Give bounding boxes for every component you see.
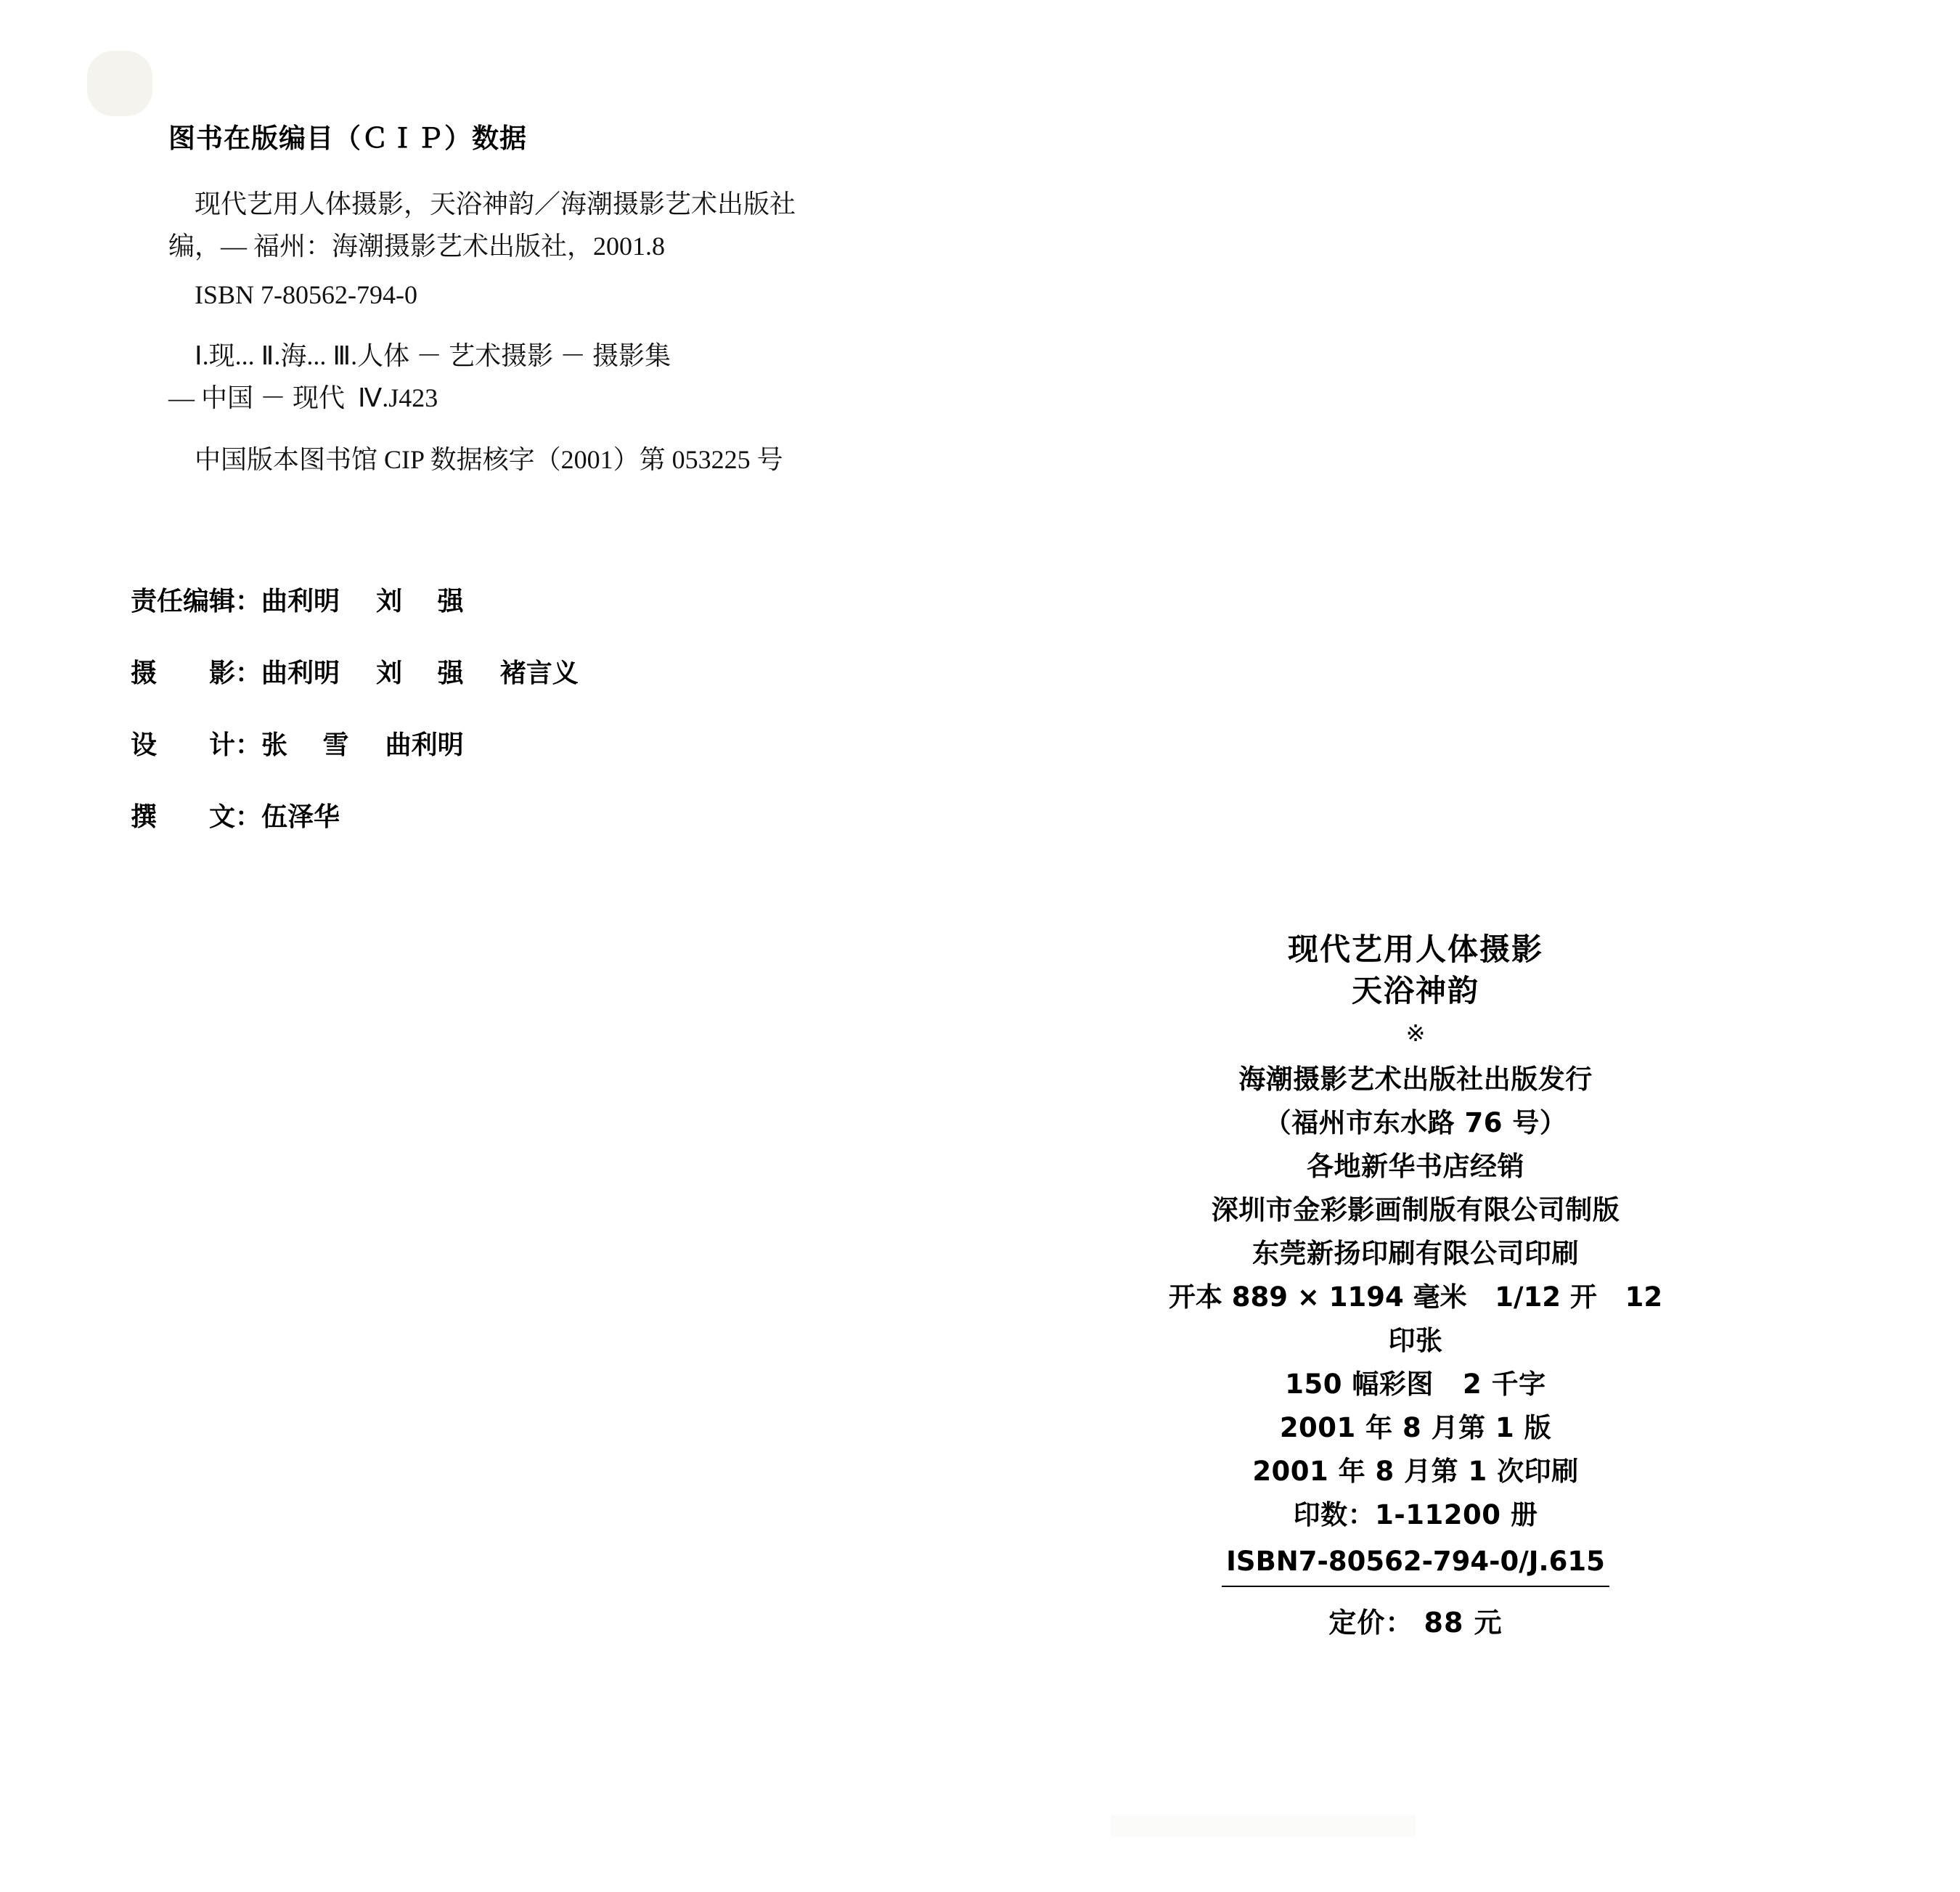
cip-paragraph-title [168,183,967,268]
colophon-impression: 2001 年 8 月第 1 次印刷 [1252,1455,1579,1487]
cip-paragraph-registry [168,439,967,481]
cip-paragraph-classification [168,335,967,420]
spacer [168,322,967,335]
paper-artifact-bottom [1111,1815,1416,1837]
colophon-format: 开本 889 × 1194 毫米 1/12 开 12 [1168,1281,1663,1313]
colophon-price: 定价： 88 元 [1328,1607,1503,1639]
cip-paragraph-isbn [168,274,967,316]
cip-line: 编，— 福州：海潮摄影艺术出版社，2001.8 [168,232,666,261]
colophon-publisher: 海潮摄影艺术出版社出版发行 [1238,1064,1593,1096]
credit-editor: 责任编辑：曲利明 刘 强 [131,587,464,616]
cip-registry-line: 中国版本图书馆 CIP 数据核字（2001）第 053225 号 [195,444,783,474]
cip-line: Ⅰ.现... Ⅱ.海... Ⅲ.人体 － 艺术摄影 － 摄影集 [195,341,671,370]
colophon-platemaking: 深圳市金彩影画制版有限公司制版 [1211,1194,1620,1226]
cip-isbn-line: ISBN 7-80562-794-0 [195,280,417,309]
colophon-isbn: ISBN7-80562-794-0/J.615 [1222,1541,1609,1588]
colophon-distribution: 各地新华书店经销 [1307,1151,1524,1183]
credit-photography: 摄 影：曲利明 刘 强 褚言义 [131,658,579,688]
colophon-sheets: 印张 [1388,1325,1443,1356]
credit-design: 设 计：张 雪 曲利明 [131,730,464,760]
cip-data-block [168,116,967,486]
colophon-subtitle: 天浴神韵 [1351,972,1479,1008]
colophon-separator-icon: ※ [1405,1019,1426,1048]
spacer [168,425,967,439]
colophon-print-run: 印数：1-11200 册 [1293,1498,1538,1530]
colophon-plates-words: 150 幅彩图 2 千字 [1285,1368,1546,1400]
colophon-address: （福州市东水路 76 号） [1264,1107,1567,1139]
cip-line: — 中国 － 现代 Ⅳ.J423 [168,383,438,413]
colophon-printing: 东莞新扬印刷有限公司印刷 [1252,1238,1579,1270]
credit-text: 撰 文：伍泽华 [131,802,340,832]
colophon-block [1132,929,1699,1640]
cip-line: 现代艺用人体摄影，天浴神韵／海潮摄影艺术出版社 [195,189,796,219]
colophon-isbn-wrap [1132,1537,1699,1588]
colophon-title: 现代艺用人体摄影 [1287,931,1543,967]
colophon-edition: 2001 年 8 月第 1 版 [1279,1411,1552,1443]
paper-artifact [87,51,152,116]
credits-block [131,581,929,868]
cip-heading: 图书在版编目（ＣＩＰ）数据 [168,123,527,154]
